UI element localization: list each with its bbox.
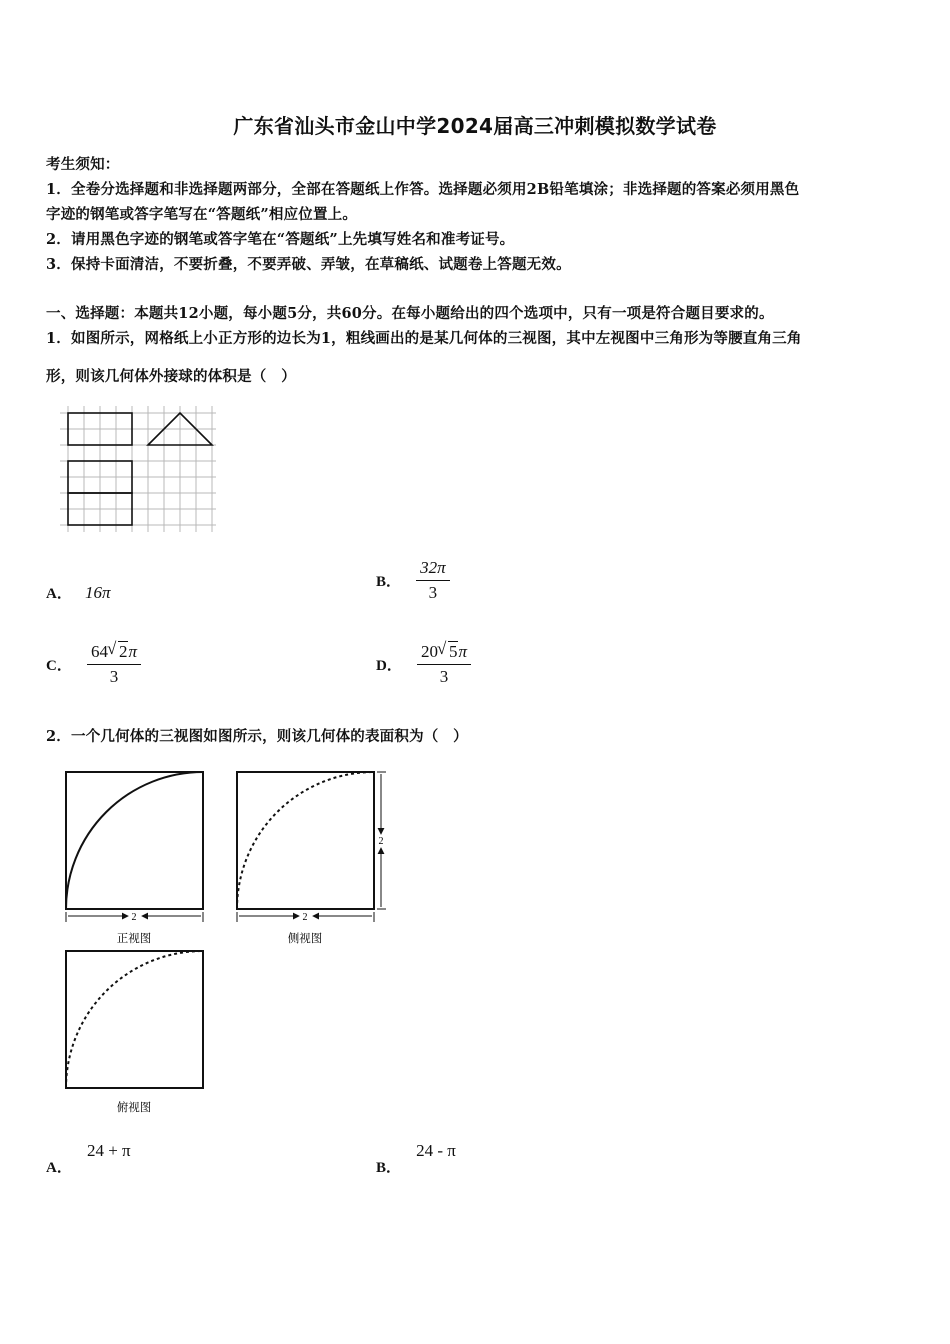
q1-option-d-fraction: [417, 640, 471, 689]
front-view: [66, 772, 203, 922]
question-2-stem: 2．一个几何体的三视图如图所示，则该几何体的表面积为（ ）: [46, 728, 468, 745]
notice-item-3: 3．保持卡面清洁，不要折叠，不要弄破、弄皱，在草稿纸、试题卷上答题无效。: [46, 256, 571, 273]
front-view-square: [66, 772, 203, 909]
q1-option-d-letter: D．: [376, 658, 402, 674]
question-1-stem-cont: 形，则该几何体外接球的体积是（ ）: [46, 368, 296, 385]
question-1-stem: 1．如图所示，网格纸上小正方形的边长为1，粗线画出的是某几何体的三视图，其中左视图中三角形为等腰直角三角: [46, 330, 802, 347]
top-view-square: [66, 951, 203, 1088]
q1-option-c-numerator: [87, 640, 141, 665]
front-view-solid-arc: [66, 772, 203, 909]
q1-option-d-coef: 20: [420, 642, 438, 661]
front-view-caption: 正视图: [116, 933, 152, 945]
sqrt-symbol: [438, 640, 459, 664]
page-title: 广东省汕头市金山中学2024届高三冲刺模拟数学试卷: [233, 114, 717, 138]
q1-option-c-letter: C．: [46, 658, 72, 674]
q1-option-d-radicand: 5: [448, 642, 458, 661]
q1-option-c-denominator: 3: [109, 667, 119, 686]
q1-option-d-denominator: 3: [439, 667, 449, 686]
q1-option-b[interactable]: [376, 556, 450, 605]
q1-option-c-radicand: 2: [118, 642, 128, 661]
q1-option-c-pi: π: [128, 642, 137, 661]
q1-option-d-numerator: [417, 640, 471, 665]
question-1-three-view-figure: [58, 404, 220, 534]
sqrt-symbol: [108, 640, 129, 664]
q2-option-a[interactable]: [46, 1140, 131, 1176]
q1-option-c-coef: 64: [90, 642, 108, 661]
q1-option-b-denominator: 3: [428, 583, 438, 602]
q2-option-b-letter: B．: [376, 1160, 402, 1176]
top-view-caption: 俯视图: [116, 1102, 152, 1114]
question-2-three-view-figure: [56, 762, 396, 1122]
side-dim-label-vertical: 2: [378, 836, 384, 847]
q1-option-d[interactable]: [376, 640, 471, 689]
q1-option-b-fraction: [416, 556, 450, 605]
q2-option-a-letter: A．: [46, 1160, 72, 1176]
notice-item-1-cont: 字迹的钢笔或答字笔写在“答题纸”相应位置上。: [46, 206, 358, 223]
q2-option-a-value: 24 + π: [86, 1141, 131, 1160]
side-view: [237, 772, 386, 922]
q1-option-d-pi: π: [458, 642, 467, 661]
q1-option-b-numerator: 32π: [416, 556, 450, 581]
q1-option-a-value: 16π: [84, 583, 111, 602]
front-dim-label: 2: [131, 912, 137, 923]
notice-item-2: 2．请用黑色字迹的钢笔或答字笔在“答题纸”上先填写姓名和准考证号。: [46, 231, 515, 248]
top-view: [66, 951, 203, 1088]
q2-option-b[interactable]: [376, 1140, 456, 1176]
side-view-caption: 侧视图: [287, 933, 323, 945]
q1-option-a[interactable]: [46, 582, 110, 603]
notice-heading: 考生须知：: [46, 156, 120, 173]
top-view-dashed-arc: [66, 951, 203, 1088]
q1-option-c[interactable]: [46, 640, 141, 689]
side-dim-label-horizontal: 2: [302, 912, 308, 923]
q1-option-a-letter: A．: [46, 586, 72, 602]
section-heading: 一、选择题：本题共12小题，每小题5分，共60分。在每小题给出的四个选项中，只有一项是符合题目要求的。: [46, 305, 774, 322]
notice-item-1: 1．全卷分选择题和非选择题两部分，全部在答题纸上作答。选择题必须用2B铅笔填涂；非选择题的答案必须用黑色: [46, 181, 800, 198]
side-view-square: [237, 772, 374, 909]
q1-option-c-fraction: [87, 640, 141, 689]
q1-option-b-letter: B．: [376, 574, 402, 590]
q2-option-b-value: 24 - π: [416, 1141, 456, 1160]
side-view-dashed-arc: [237, 772, 374, 909]
